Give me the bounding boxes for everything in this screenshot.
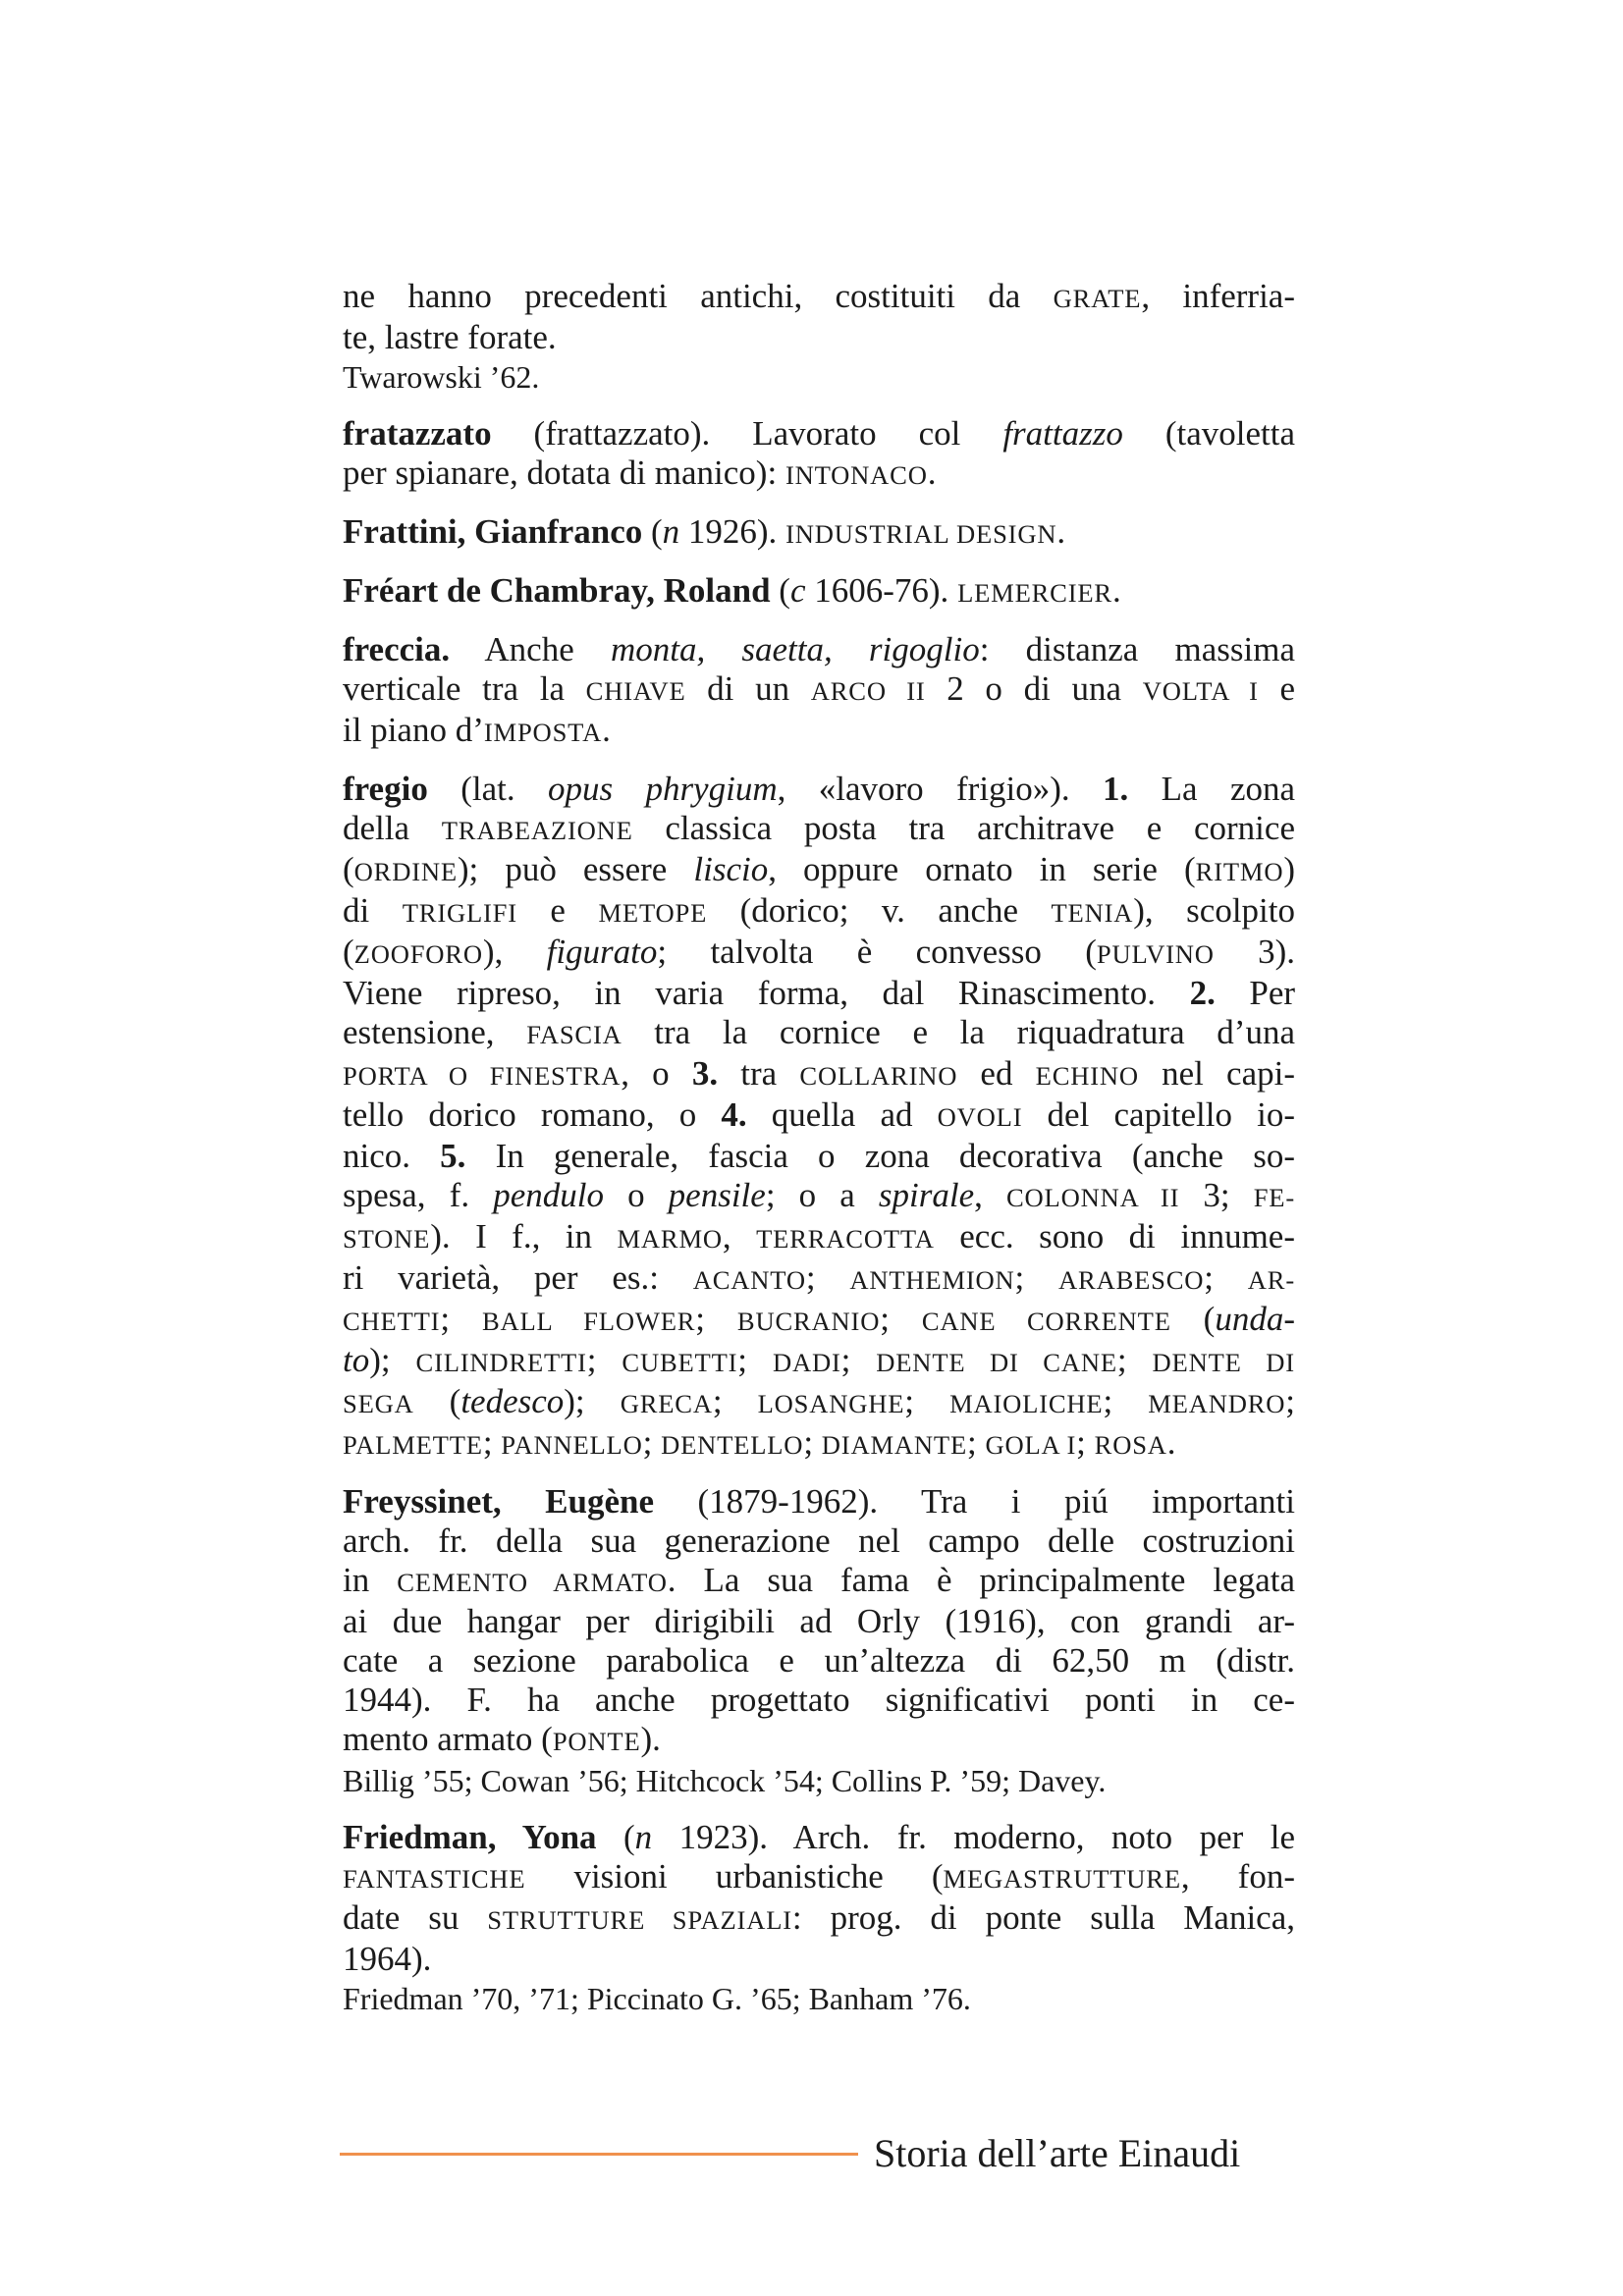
text-line xyxy=(343,1561,1295,1602)
text-segment-n: , xyxy=(722,1217,757,1255)
text-segment-sc: FANTASTICHE xyxy=(343,1864,526,1894)
text-segment-b: 5. xyxy=(440,1137,466,1175)
text-segment-n: quella ad xyxy=(746,1095,938,1134)
text-segment-sc: ORDINE xyxy=(353,857,458,886)
text-segment-b: Fréart de Chambray, Roland xyxy=(343,571,771,610)
entry-frattini xyxy=(343,512,1295,554)
text-segment-n: ; xyxy=(880,1300,922,1338)
text-segment-n: . xyxy=(1111,571,1121,610)
text-segment-sc: COLLARINO xyxy=(799,1061,958,1091)
text-segment-n: 1926). xyxy=(679,512,786,551)
text-line xyxy=(343,571,1295,613)
reference-freyssinet xyxy=(343,1761,1295,1800)
text-segment-sc: BUCRANIO xyxy=(736,1307,881,1336)
text-segment-n: ; talvolta è convesso ( xyxy=(657,933,1097,971)
text-segment-sc: FASCIA xyxy=(526,1020,622,1049)
text-segment-n: date su xyxy=(343,1898,488,1937)
text-segment-n: classica posta tra architrave e cornice xyxy=(632,809,1295,847)
text-segment-n: In generale, fascia o zona decorativa (anche so- xyxy=(465,1137,1296,1175)
entry-friedman xyxy=(343,1818,1295,1979)
text-segment-n: ( xyxy=(343,850,354,888)
entry-freccia xyxy=(343,630,1295,752)
text-segment-i: n xyxy=(634,1818,653,1856)
text-segment-n: Friedman ’70, ’71; Piccinato G. ’65; Banham ’76. xyxy=(343,1981,971,2016)
text-segment-i: pensile xyxy=(668,1176,766,1214)
text-segment-sc: DENTELLO xyxy=(661,1430,804,1460)
text-line xyxy=(343,1013,1295,1054)
text-segment-n: ), xyxy=(482,933,547,971)
text-segment-n: ecc. sono di innume- xyxy=(934,1217,1295,1255)
text-segment-n: , oppure ornato in serie ( xyxy=(768,850,1196,888)
text-segment-n: del capitello io- xyxy=(1022,1095,1295,1134)
text-segment-n: Viene ripreso, in varia forma, dal Rinascimento. xyxy=(343,974,1190,1012)
text-segment-n: tello dorico romano, o xyxy=(343,1095,722,1134)
text-segment-n: Anche xyxy=(450,630,611,668)
text-segment-i: opus phrygium xyxy=(547,770,778,808)
text-segment-sc: MEANDRO xyxy=(1148,1389,1286,1418)
text-segment-n: 3). xyxy=(1214,933,1296,971)
text-segment-n: 1944). F. ha anche progettato significativi ponti in ce- xyxy=(343,1681,1295,1719)
text-segment-n: di un xyxy=(685,669,811,708)
text-segment-i: spirale xyxy=(878,1176,975,1214)
text-segment-sc: BALL FLOWER xyxy=(481,1307,696,1336)
text-segment-i: monta, saetta, rigoglio xyxy=(610,630,980,668)
text-segment-n: ); xyxy=(369,1341,416,1379)
text-segment-sc: CILINDRETTI xyxy=(415,1348,587,1377)
text-segment-n: 1606-76). xyxy=(805,571,958,610)
text-line xyxy=(343,1137,1295,1176)
text-line xyxy=(343,1720,1295,1761)
text-segment-b: 3. xyxy=(691,1054,719,1093)
text-segment-b: fregio xyxy=(343,770,428,808)
text-segment-n: , xyxy=(974,1176,1006,1214)
text-segment-n: 3; xyxy=(1179,1176,1254,1214)
text-line xyxy=(343,1641,1295,1681)
text-segment-sc: ARABESCO xyxy=(1058,1265,1205,1295)
footer-imprint: Storia dell’arte Einaudi xyxy=(874,2131,1241,2175)
text-segment-i: pendulo xyxy=(493,1176,604,1214)
text-segment-sc: RITMO xyxy=(1195,857,1284,886)
text-segment-sc: CANE CORRENTE xyxy=(921,1307,1171,1336)
text-segment-sc: CHETTI xyxy=(343,1307,441,1336)
text-segment-sc: CHIAVE xyxy=(585,676,686,706)
text-line xyxy=(343,1522,1295,1561)
text-segment-sc: INDUSTRIAL DESIGN xyxy=(785,519,1057,549)
text-line xyxy=(343,357,1295,397)
text-segment-n: ); può essere xyxy=(457,850,694,888)
text-segment-n: ri varietà, per es.: xyxy=(343,1258,693,1297)
text-segment-b: Frattini, Gianfranco xyxy=(343,512,643,551)
text-segment-n: ; o a xyxy=(765,1176,879,1214)
text-line xyxy=(343,630,1295,669)
text-segment-sc: VOLTA I xyxy=(1142,676,1259,706)
text-segment-n: della xyxy=(343,809,442,847)
text-segment-n: ; xyxy=(1204,1258,1248,1297)
text-segment-n: ne hanno precedenti antichi, costituiti da xyxy=(343,277,1054,315)
text-segment-i: figurato xyxy=(546,933,658,971)
text-segment-sc: SEGA xyxy=(343,1389,414,1418)
text-segment-n: : distanza massima xyxy=(979,630,1295,668)
text-segment-i: n xyxy=(662,512,680,551)
reference-friedman xyxy=(343,1979,1295,2018)
text-line xyxy=(343,809,1295,850)
text-segment-sc: ACANTO xyxy=(692,1265,806,1295)
text-segment-n: tra la cornice e la riquadratura d’una xyxy=(622,1013,1295,1051)
text-segment-sc: LEMERCIER xyxy=(957,578,1112,608)
text-segment-i: to xyxy=(343,1341,370,1379)
text-line xyxy=(343,1341,1295,1382)
text-segment-sc: INTONACO xyxy=(784,460,928,490)
text-segment-sc: TRIGLIFI xyxy=(402,898,517,928)
text-segment-n: estensione, xyxy=(343,1013,527,1051)
text-segment-n: , inferria- xyxy=(1141,277,1295,315)
text-segment-n: (dorico; v. anche xyxy=(707,891,1052,930)
text-line xyxy=(343,933,1295,974)
text-segment-n: il piano d’ xyxy=(343,711,484,749)
text-segment-n: (frattazzato). Lavorato col xyxy=(491,414,1003,453)
text-segment-n: visioni urbanistiche ( xyxy=(525,1857,944,1896)
text-line xyxy=(343,669,1295,711)
text-segment-sc: OVOLI xyxy=(937,1102,1023,1132)
text-segment-sc: PULVINO xyxy=(1096,939,1215,969)
text-segment-n: ; xyxy=(967,1423,986,1462)
text-segment-sc: ANTHEMION xyxy=(849,1265,1015,1295)
text-segment-sc: MEGASTRUTTURE xyxy=(943,1864,1181,1894)
text-line xyxy=(343,1054,1295,1095)
text-segment-n: ( xyxy=(343,933,354,971)
text-segment-n: ( xyxy=(413,1382,461,1420)
text-segment-sc: DADI xyxy=(772,1348,841,1377)
text-segment-n: ; xyxy=(642,1423,662,1462)
text-segment-i: c xyxy=(789,571,806,610)
text-line xyxy=(343,891,1295,933)
text-segment-n: ; xyxy=(482,1423,502,1462)
text-segment-n: 2 o di una xyxy=(925,669,1143,708)
text-segment-n: . xyxy=(1166,1423,1176,1462)
text-segment-n: e xyxy=(1258,669,1295,708)
text-line xyxy=(343,1300,1295,1341)
text-segment-n: (lat. xyxy=(427,770,548,808)
entry-freart-de-chambray xyxy=(343,571,1295,613)
text-segment-i: unda- xyxy=(1215,1300,1295,1338)
entry-fregio xyxy=(343,770,1295,1465)
text-line xyxy=(343,711,1295,752)
text-segment-sc: PANNELLO xyxy=(501,1430,643,1460)
text-line xyxy=(343,1176,1295,1217)
text-line xyxy=(343,454,1295,495)
text-line xyxy=(343,974,1295,1013)
text-segment-n: ; xyxy=(904,1382,950,1420)
text-segment-n: ; xyxy=(1285,1382,1295,1420)
continuation-paragraph xyxy=(343,277,1295,357)
text-segment-n: mento armato ( xyxy=(343,1720,553,1758)
text-segment-n: e xyxy=(516,891,599,930)
text-line xyxy=(343,1382,1295,1423)
text-segment-sc: TERRACOTTA xyxy=(756,1224,935,1254)
text-segment-n: ) xyxy=(1283,850,1295,888)
text-segment-sc: ZOOFORO xyxy=(353,939,483,969)
text-line xyxy=(343,1095,1295,1137)
text-segment-n: di xyxy=(343,891,403,930)
text-segment-b: 2. xyxy=(1189,974,1216,1012)
text-segment-sc: TENIA xyxy=(1051,898,1134,928)
text-line xyxy=(343,1940,1295,1979)
text-segment-sc: GOLA I xyxy=(985,1430,1077,1460)
text-segment-n: : prog. di ponte sulla Manica, xyxy=(791,1898,1295,1937)
text-segment-b: 1. xyxy=(1103,770,1129,808)
text-segment-n: . xyxy=(927,454,937,492)
text-segment-n: , «lavoro frigio»). xyxy=(777,770,1104,808)
text-segment-n: te, lastre forate. xyxy=(343,318,557,356)
text-segment-n: ; xyxy=(1076,1423,1095,1462)
text-line xyxy=(343,1979,1295,2018)
text-line xyxy=(343,850,1295,891)
text-segment-b: Friedman, Yona xyxy=(343,1818,597,1856)
text-segment-n: nel capi- xyxy=(1138,1054,1295,1093)
text-line xyxy=(343,1423,1295,1465)
text-segment-n: ; xyxy=(803,1423,822,1462)
text-segment-sc: ROSA xyxy=(1094,1430,1167,1460)
text-segment-b: fratazzato xyxy=(343,414,492,453)
text-segment-sc: PONTE xyxy=(552,1727,641,1756)
text-segment-n: verticale tra la xyxy=(343,669,586,708)
text-segment-n: ; xyxy=(1103,1382,1149,1420)
text-segment-sc: COLONNA II xyxy=(1006,1183,1180,1212)
text-column xyxy=(343,277,1295,2036)
text-line xyxy=(343,318,1295,357)
text-line xyxy=(343,1818,1295,1857)
text-segment-n: ; xyxy=(1116,1341,1153,1379)
text-segment-sc: PORTA O FINESTRA xyxy=(343,1061,622,1091)
text-segment-n: La zona xyxy=(1128,770,1296,808)
text-line xyxy=(343,1898,1295,1940)
text-segment-n: in xyxy=(343,1561,398,1599)
text-segment-n: 1923). Arch. fr. moderno, noto per le xyxy=(652,1818,1296,1856)
text-segment-sc: FE- xyxy=(1253,1183,1295,1212)
text-segment-sc: CEMENTO ARMATO xyxy=(397,1568,668,1597)
text-segment-n: Per xyxy=(1215,974,1296,1012)
text-line xyxy=(343,414,1295,454)
footer-rule xyxy=(340,2153,858,2156)
text-segment-sc: MAIOLICHE xyxy=(949,1389,1104,1418)
text-line xyxy=(343,277,1295,318)
text-segment-n: , fon- xyxy=(1180,1857,1295,1896)
text-segment-n: ), scolpito xyxy=(1133,891,1295,930)
text-segment-sc: IMPOSTA xyxy=(483,718,603,747)
text-segment-n: ; xyxy=(1014,1258,1059,1297)
text-segment-n: ai due hangar per dirigibili ad Orly (1916), con grandi ar- xyxy=(343,1602,1295,1640)
text-line xyxy=(343,1258,1295,1300)
text-segment-n: ( xyxy=(1170,1300,1216,1338)
text-segment-sc: METOPE xyxy=(598,898,708,928)
reference-twarowski xyxy=(343,357,1295,397)
text-segment-n: ; xyxy=(440,1300,482,1338)
text-segment-n: . xyxy=(602,711,611,749)
text-segment-sc: GRECA xyxy=(620,1389,713,1418)
text-segment-sc: MARMO xyxy=(617,1224,723,1254)
text-segment-sc: STONE xyxy=(343,1224,431,1254)
text-segment-i: tedesco xyxy=(460,1382,565,1420)
text-segment-n: ; xyxy=(840,1341,877,1379)
text-segment-n: ; xyxy=(737,1341,773,1379)
text-segment-n: . xyxy=(1056,512,1066,551)
text-segment-b: 4. xyxy=(721,1095,747,1134)
text-segment-sc: DENTE DI xyxy=(1152,1348,1295,1377)
text-segment-sc: TRABEAZIONE xyxy=(441,816,633,845)
text-segment-sc: DENTE DI CANE xyxy=(876,1348,1117,1377)
text-segment-b: Freyssinet, Eugène xyxy=(343,1482,654,1521)
text-segment-sc: DIAMANTE xyxy=(821,1430,967,1460)
text-segment-n: tra xyxy=(718,1054,800,1093)
text-line xyxy=(343,1482,1295,1522)
text-segment-sc: ECHINO xyxy=(1035,1061,1139,1091)
text-segment-n: ). I f., in xyxy=(430,1217,618,1255)
text-segment-n: ( xyxy=(770,571,790,610)
text-segment-i: frattazzo xyxy=(1002,414,1123,453)
text-segment-n: spesa, f. xyxy=(343,1176,494,1214)
text-segment-n: 1964). xyxy=(343,1940,432,1978)
text-line xyxy=(343,1681,1295,1720)
text-line xyxy=(343,770,1295,809)
text-segment-n: ; xyxy=(805,1258,850,1297)
text-segment-n: cate a sezione parabolica e un’altezza di 62,50 m (distr. xyxy=(343,1641,1295,1680)
text-line xyxy=(343,1761,1295,1800)
text-segment-n: ); xyxy=(564,1382,621,1420)
text-line xyxy=(343,1602,1295,1641)
footer xyxy=(340,2130,1297,2177)
text-segment-n: ( xyxy=(642,512,663,551)
text-segment-n: ( xyxy=(596,1818,635,1856)
text-segment-n: o xyxy=(603,1176,669,1214)
text-segment-sc: LOSANGHE xyxy=(757,1389,905,1418)
text-segment-n: arch. fr. della sua generazione nel campo delle costruzioni xyxy=(343,1522,1295,1560)
text-segment-n: . La sua fama è principalmente legata xyxy=(667,1561,1295,1599)
text-segment-sc: PALMETTE xyxy=(343,1430,483,1460)
text-segment-n: (1879-1962). Tra i piú importanti xyxy=(654,1482,1295,1521)
text-segment-n: ; xyxy=(712,1382,758,1420)
text-segment-sc: STRUTTURE SPAZIALI xyxy=(487,1905,792,1935)
text-segment-n: , o xyxy=(621,1054,692,1093)
entry-freyssinet xyxy=(343,1482,1295,1761)
text-segment-sc: CUBETTI xyxy=(622,1348,738,1377)
text-segment-b: freccia. xyxy=(343,630,451,668)
text-segment-n: Billig ’55; Cowan ’56; Hitchcock ’54; Collins P. ’59; Davey. xyxy=(343,1763,1107,1798)
entry-fratazzato xyxy=(343,414,1295,495)
text-segment-sc: AR- xyxy=(1247,1265,1295,1295)
text-segment-n: ; xyxy=(695,1300,737,1338)
text-segment-n: Twarowski ’62. xyxy=(343,359,540,395)
text-segment-n: ). xyxy=(640,1720,661,1758)
text-segment-i: liscio xyxy=(693,850,769,888)
text-line xyxy=(343,1857,1295,1898)
text-segment-n: per spianare, dotata di manico): xyxy=(343,454,785,492)
text-segment-n: ; xyxy=(586,1341,622,1379)
text-segment-sc: ARCO II xyxy=(810,676,926,706)
text-segment-n: nico. xyxy=(343,1137,441,1175)
text-line xyxy=(343,1217,1295,1258)
text-line xyxy=(343,512,1295,554)
text-segment-n: (tavoletta xyxy=(1122,414,1295,453)
text-segment-sc: GRATE xyxy=(1053,284,1142,313)
text-segment-n: ed xyxy=(957,1054,1036,1093)
